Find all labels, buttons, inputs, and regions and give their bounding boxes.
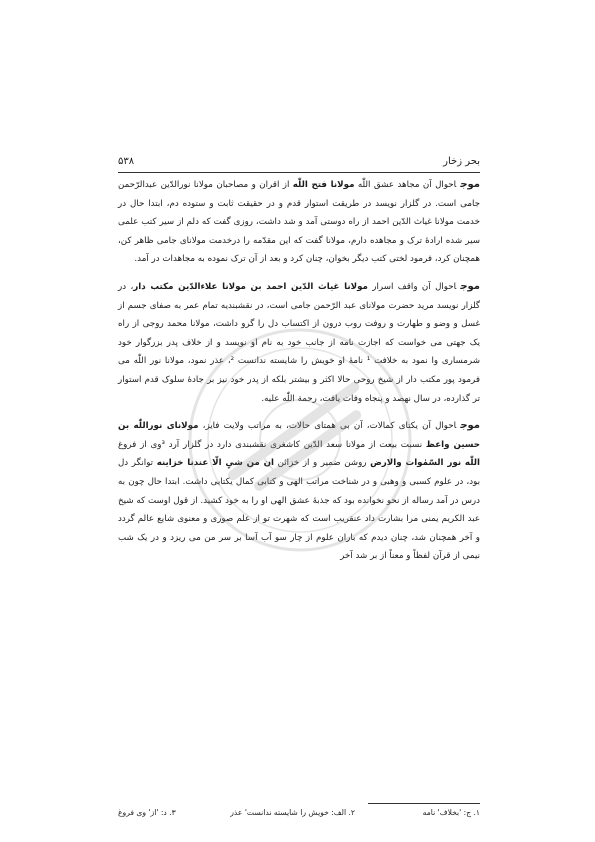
section-keyword: موج (460, 420, 480, 432)
footnotes (118, 808, 480, 822)
running-title: بحر زخار (443, 156, 480, 167)
bold-name-text: مولانای نوراللّٰه بن حسین واعظ (118, 421, 481, 450)
bold-name-text: ان من شیٍ الّا عندنا خزاینه (156, 458, 275, 469)
body-text: از اقران و مصاحبان مولانا نورالدّین عبدالرّحمن جامی است. در گلزار نویسد در طریقت استوار قدم و در حقیقت ثابت و ستوده دم، ابتدا حال در خدمت مولانا غیاث الدّین احمد از راه دوستی آمد و شد داشت، روزی گفت که دلم از سیر کتب علمی سیر شده ارادۀ ترک و مجاهده دارم، مولانا گفت که این مقدّمه را درخدمت مولانای جامی ظاهر کن، همچنان کرد، فرمود لختی کتب دیگر بخوان، چنان کرد و بعد از آن ترک نموده به مجاهدات در آمد. (118, 180, 480, 265)
paragraph (118, 417, 480, 566)
page-number: ۵۳۸ (118, 156, 135, 167)
body-text: روشن ضمیر و از خزائن (274, 458, 371, 469)
body-text: توانگر دل بود، در علوم کسبی و وهبی و در شناخت مراتب الهی و کتابی کمال یکتایی داشت. ابتدا حال چون به درس در آمد رساله از نحو نخوانده بود که جذبۀ عشق الهی او را به خود کشید. از قول اوست که شیخ عبد الکریم یمنی مرا بشارت داد عنقریب است که شهرت تو از علم صوری و معنوی شایع عالم گردد و آخر همچنان شد، چنان دیدم که باران علوم از چار سو آب آسا بر سر من می ریزد و در یک شب نیمی از قرآن لفظاً و معناً از بر شد آخر (118, 458, 480, 562)
body-text: احوال آن یکتای کمالات، آن بی همتای حالات، به مراتب ولایت فایز، (198, 421, 457, 432)
page-header (118, 156, 480, 170)
main-text (118, 176, 480, 566)
footnote-rule (368, 803, 480, 804)
body-text: نسبت بیعت از مولانا سعد الدّین کاشغری نقشبندی دارد در گلزار آرد ³وی از فروغ (118, 439, 426, 450)
footnote-1: ۱. ج: 'بخلاف' نامه (422, 808, 480, 817)
paragraph (118, 176, 480, 269)
paragraph (118, 278, 480, 408)
bold-name-text: اللّٰه نور السّمٰوات والارض (370, 458, 480, 469)
section-keyword: موج (460, 280, 480, 292)
body-text: احوال آن مجاهد عشق اللّٰه (354, 180, 457, 190)
bold-name-text: مولانا فتح اللّٰه (292, 180, 355, 190)
bold-name-text: مولانا غیاث الدّین احمد بن مولانا علاءالدّین مکتب دار (133, 281, 368, 292)
footnote-2: ۲. الف: خویش را شایسته ندانست' عذر (230, 808, 355, 817)
body-text: ، در گلزار نویسد مرید حضرت مولانای عبد الرّحمن جامی است، در نقشبندیه تمام عمر به صفای جسم از غسل و وضو و طهارت و روفت روب درون از اکتساب دل را گرو داشت، مولانا محمد روجی از راه یک جهتی می خواست که اجازت نامه از جانب خود به نام او نویسد و از خلاف پدر بزرگوار خود شرمساری وا نمود به خلافت ¹ نامۀ او خویش را شایسته ندانست ²، عذر نمود، مولانا نور اللّٰه می فرمود پور مکتب دار از شیخ روحی حالا اکثر و بیشتر بلکه از پدر خود نیز بر جادۀ سلوک قدم استوار تر گذارده، در سال نهصد و پنجاه وفات یافت، رحمة اللّٰه علیه. (118, 281, 480, 404)
body-text: احوال آن واقف اسرار (367, 281, 457, 292)
footnote-3: ۳. د: 'از' وی فروغ (118, 808, 176, 817)
header-rule (118, 172, 480, 173)
section-keyword: موج (460, 179, 480, 190)
